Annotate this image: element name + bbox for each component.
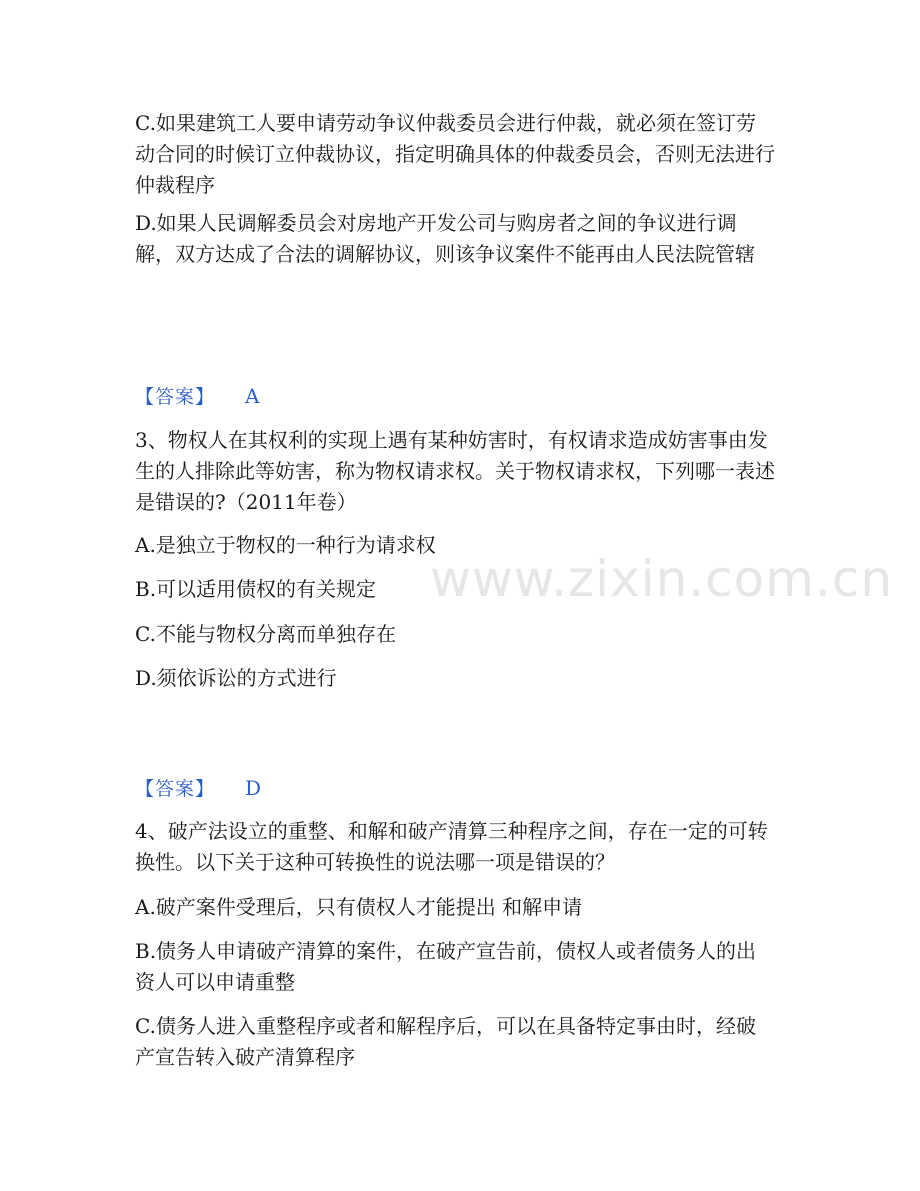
- answer-value: D: [245, 776, 262, 800]
- answer-label: 【答案】: [135, 386, 216, 408]
- question-4-stem: 4、破产法设立的重整、和解和破产清算三种程序之间，存在一定的可转换性。以下关于这种可转换性的说法哪一项是错误的？: [135, 819, 768, 874]
- answer-value: A: [245, 384, 260, 408]
- q2-option-c: C.如果建筑工人要申请劳动争议仲裁委员会进行仲裁，就必须在签订劳动合同的时候订立仲裁协议，指定明确具体的仲裁委员会，否则无法进行仲裁程序: [135, 111, 775, 197]
- answer-2: [135, 381, 259, 413]
- answer-label: 【答案】: [135, 778, 216, 800]
- question-3-stem: 3、物权人在其权利的实现上遇有某种妨害时，有权请求造成妨害事由发生的人排除此等妨害，称为物权请求权。关于物权请求权，下列哪一表述是错误的?（2011年卷）: [135, 428, 775, 514]
- q2-option-d: D.如果人民调解委员会对房地产开发公司与购房者之间的争议进行调解，双方达成了合法的调解协议，则该争议案件不能再由人民法院管辖: [135, 211, 755, 266]
- q3-option-c: C.不能与物权分离而单独存在: [135, 622, 396, 646]
- q3-option-b: B.可以适用债权的有关规定: [135, 577, 377, 601]
- watermark: www.zixin.com.cn: [430, 550, 894, 608]
- q3-option-a: A.是独立于物权的一种行为请求权: [135, 533, 436, 557]
- q4-option-b: B.债务人申请破产清算的案件，在破产宣告前，债权人或者债务人的出资人可以申请重整: [135, 939, 757, 994]
- q4-option-a: A.破产案件受理后，只有债权人才能提出 和解申请: [135, 895, 583, 919]
- answer-3: [135, 773, 261, 805]
- q4-option-c: C.债务人进入重整程序或者和解程序后，可以在具备特定事由时，经破产宣告转入破产清算程序: [135, 1014, 756, 1069]
- q3-option-d: D.须依诉讼的方式进行: [135, 666, 337, 690]
